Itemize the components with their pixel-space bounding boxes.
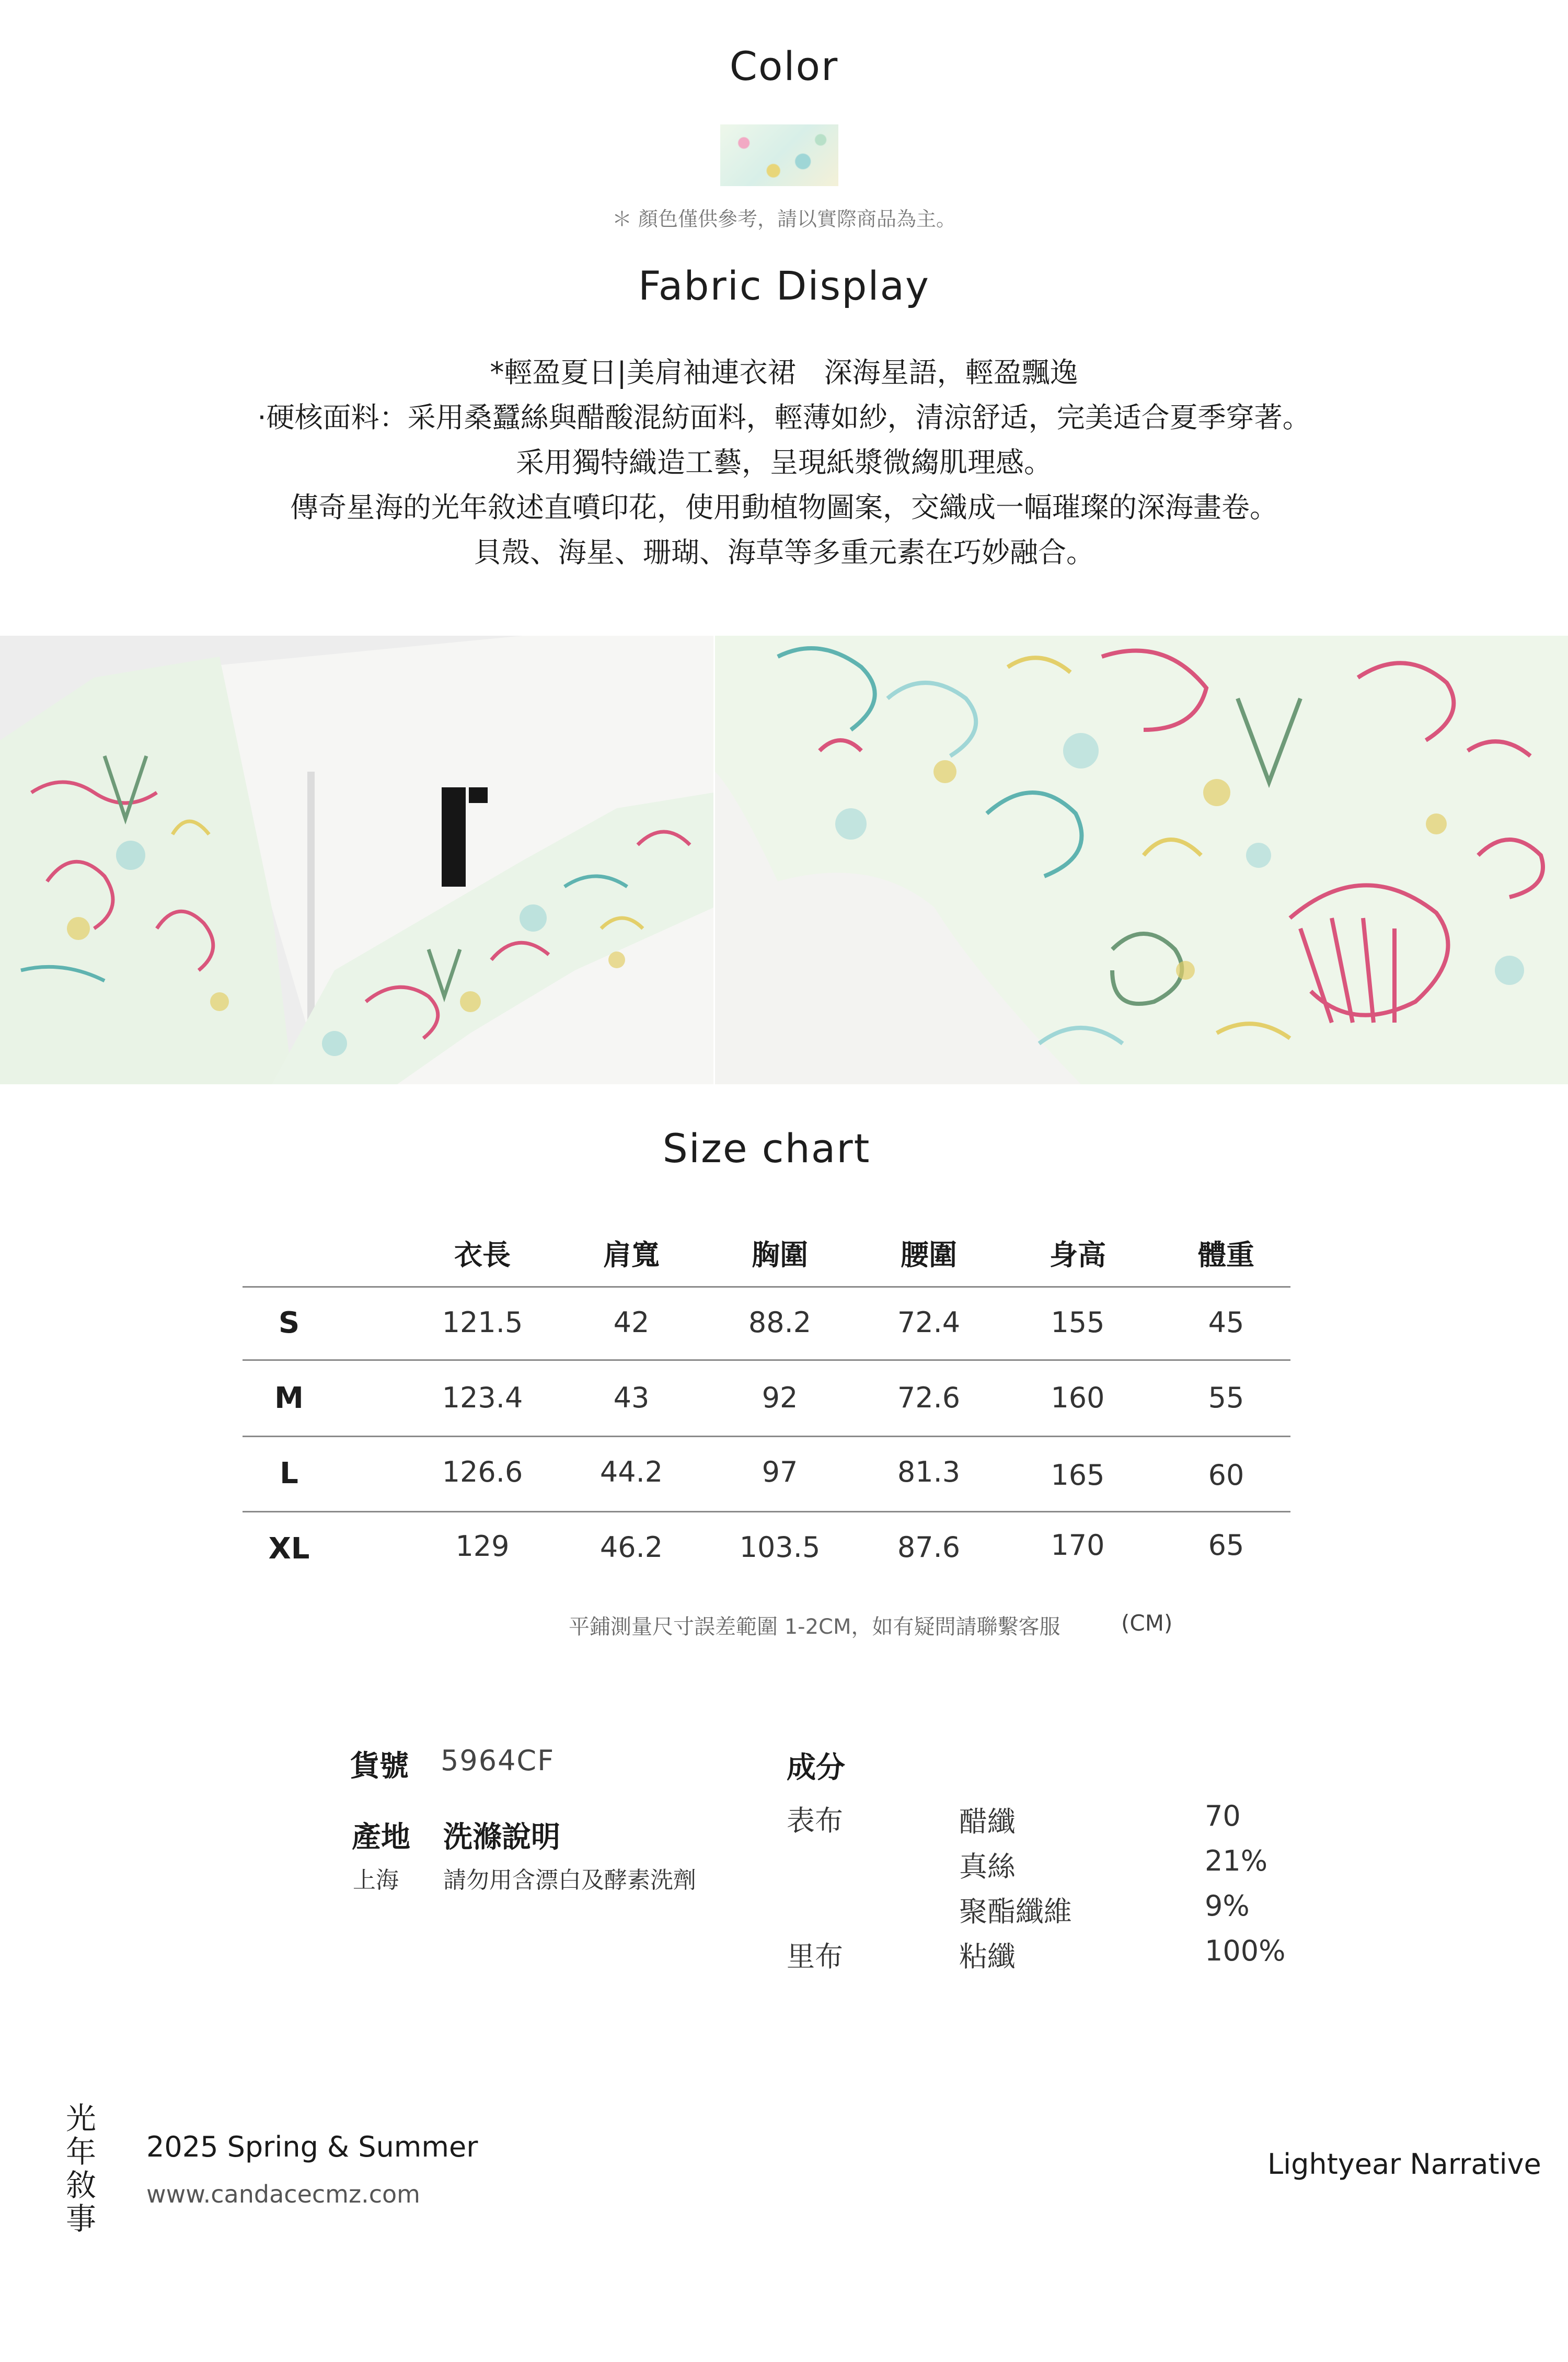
table-cell: 103.5 <box>739 1531 821 1564</box>
col-header: 衣長 <box>454 1239 511 1271</box>
wash-label: 洗滌說明 <box>443 1820 560 1854</box>
vertical-char: 事 <box>65 2201 96 2237</box>
table-cell: 42 <box>613 1306 650 1339</box>
lining-label: 里布 <box>787 1940 843 1973</box>
brand-tagline: Lightyear Narrative <box>1267 2148 1541 2181</box>
table-cell: 155 <box>1051 1306 1105 1339</box>
table-cell: 65 <box>1208 1529 1244 1562</box>
fabric-line: 傳奇星海的光年敘述直噴印花，使用動植物圖案，交織成一幅璀璨的深海畫卷。 <box>290 491 1278 524</box>
table-cell: 55 <box>1208 1381 1244 1414</box>
table-cell: 72.4 <box>897 1306 961 1339</box>
dress-neckline-photo <box>0 636 713 1084</box>
size-label: M <box>274 1381 304 1415</box>
website-link[interactable]: www.candacecmz.com <box>146 2180 420 2208</box>
table-cell: 165 <box>1051 1459 1105 1492</box>
table-cell: 44.2 <box>599 1455 663 1488</box>
wash-value: 請勿用含漂白及酵素洗劑 <box>443 1867 696 1894</box>
fabric-line: 貝殼、海星、珊瑚、海草等多重元素在巧妙融合。 <box>474 536 1094 569</box>
color-heading: Color <box>729 43 839 89</box>
table-cell: 88.2 <box>748 1306 812 1339</box>
table-cell: 170 <box>1051 1529 1105 1562</box>
material-name: 真絲 <box>959 1850 1016 1883</box>
material-percent: 21% <box>1205 1844 1268 1877</box>
vertical-char: 光 <box>65 2101 96 2136</box>
composition-label: 成分 <box>787 1751 845 1785</box>
material-name: 粘纖 <box>959 1940 1016 1973</box>
size-chart-unit: (CM) <box>1121 1610 1173 1636</box>
fabric-heading: Fabric Display <box>638 262 930 309</box>
size-label: S <box>278 1306 300 1340</box>
table-cell: 92 <box>762 1381 798 1414</box>
material-percent: 100% <box>1205 1934 1286 1967</box>
material-percent: 70 <box>1205 1799 1241 1832</box>
table-rule <box>243 1359 1290 1361</box>
vertical-char: 敘 <box>65 2168 96 2203</box>
table-rule <box>243 1511 1290 1512</box>
size-chart-title: Size chart <box>662 1125 871 1172</box>
col-header: 胸圍 <box>752 1239 808 1271</box>
table-cell: 97 <box>762 1455 798 1488</box>
material-name: 醋纖 <box>959 1805 1016 1838</box>
table-cell: 160 <box>1051 1381 1105 1414</box>
size-chart-note: 平鋪測量尺寸誤差範圍 1-2CM，如有疑問請聯繫客服 <box>569 1615 1060 1639</box>
fabric-line: ·硬核面料：采用桑蠶絲與醋酸混紡面料，輕薄如紗，清涼舒适，完美适合夏季穿著。 <box>257 401 1311 434</box>
fabric-swatch[interactable] <box>720 124 838 186</box>
color-note: ＊ 顏色僅供參考，請以實際商品為主。 <box>612 208 956 231</box>
fabric-description <box>0 350 1568 575</box>
fabric-closeup-photo <box>715 636 1568 1084</box>
table-cell: 60 <box>1208 1459 1244 1492</box>
outer-fabric-label: 表布 <box>787 1804 843 1837</box>
table-cell: 123.4 <box>442 1381 523 1414</box>
size-label: L <box>280 1457 298 1490</box>
table-cell: 87.6 <box>897 1531 961 1564</box>
table-cell: 129 <box>455 1530 510 1563</box>
table-cell: 81.3 <box>897 1455 961 1488</box>
col-header: 體重 <box>1198 1239 1254 1271</box>
table-cell: 121.5 <box>442 1306 523 1339</box>
fabric-line: 采用獨特織造工藝，呈現紙漿微縐肌理感。 <box>516 446 1052 479</box>
table-rule <box>243 1286 1290 1288</box>
vertical-brand-title <box>63 2102 99 2235</box>
table-cell: 46.2 <box>599 1531 663 1564</box>
size-label: XL <box>268 1532 310 1566</box>
material-name: 聚酯纖維 <box>959 1895 1072 1928</box>
origin-label: 產地 <box>352 1820 410 1854</box>
col-header: 肩寬 <box>603 1239 660 1271</box>
origin-value: 上海 <box>353 1867 399 1894</box>
season-title: 2025 Spring & Summer <box>146 2130 478 2163</box>
item-no-value: 5964CF <box>441 1744 555 1777</box>
table-cell: 126.6 <box>442 1455 523 1488</box>
fabric-line: *輕盈夏日|美肩袖連衣裙 深海星語，輕盈飄逸 <box>490 356 1078 389</box>
size-chart-heading <box>0 1125 1533 1172</box>
item-no-label: 貨號 <box>350 1749 409 1783</box>
table-cell: 72.6 <box>897 1381 961 1414</box>
col-header: 腰圍 <box>901 1239 957 1271</box>
table-cell: 43 <box>613 1381 650 1414</box>
col-header: 身高 <box>1050 1239 1106 1271</box>
table-rule <box>243 1436 1290 1437</box>
vertical-char: 年 <box>65 2134 96 2170</box>
table-cell: 45 <box>1208 1306 1244 1339</box>
material-percent: 9% <box>1205 1889 1250 1922</box>
